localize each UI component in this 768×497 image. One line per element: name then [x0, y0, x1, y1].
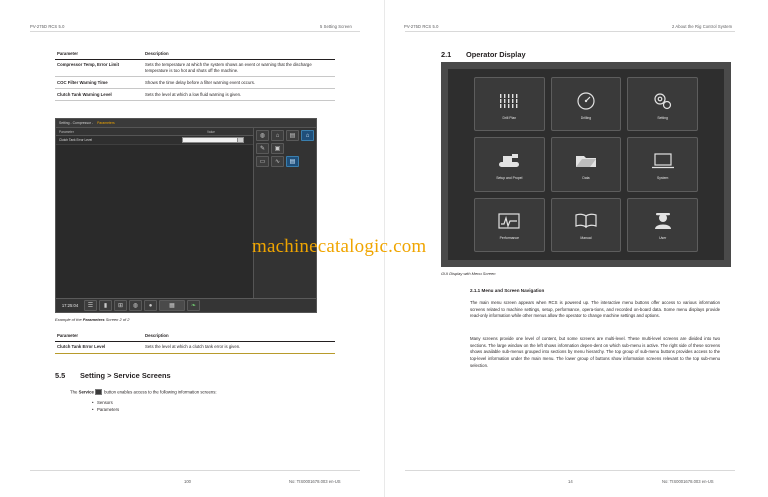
cell-parameter: Clutch Tank Warning Level [55, 89, 143, 101]
caption-prefix: Example of the [55, 317, 83, 322]
hmi-title-bar [56, 119, 316, 128]
hmi-side-button-panel [254, 128, 316, 312]
laptop-icon [651, 149, 675, 173]
intro-part-1: The [70, 389, 79, 395]
page-number-right: 14 [568, 479, 573, 484]
propel-icon [497, 149, 521, 173]
service-screens-list [88, 399, 119, 414]
gui-tile-manual[interactable] [551, 198, 622, 252]
lock-icon[interactable]: ▤ [286, 130, 299, 141]
hmi-screenshot-figure [55, 118, 317, 313]
service-button-icon [95, 389, 102, 395]
running-head-left-chapter: 5 Setting Screen [320, 24, 352, 29]
menu-icon[interactable]: ☰ [84, 300, 97, 311]
bell-icon[interactable]: ⌂ [271, 130, 284, 141]
service-intro-paragraph [70, 389, 300, 396]
cell-parameter: COC Filter Warning Time [55, 77, 143, 89]
heading-service-screens [55, 371, 171, 380]
hmi-column-headers [56, 128, 253, 136]
list-item: • Parameters [97, 406, 119, 413]
gui-tile-user[interactable] [627, 198, 698, 252]
table-row [55, 59, 335, 77]
intro-part-2: button enables access to the following information screens: [102, 389, 217, 395]
gui-tile-label: Data [582, 175, 590, 180]
table-header-parameter: Parameter [55, 48, 143, 59]
bar-icon[interactable]: ▮ [99, 300, 112, 311]
cell-description: Sets the level at which a clutch tank error is given. [143, 341, 335, 353]
document-icon[interactable]: ▤ [286, 156, 299, 167]
footer-rule-left [30, 470, 360, 471]
hmi-col-parameter: Parameter [59, 129, 74, 134]
caption-suffix: Screen 2 of 2 [104, 317, 130, 322]
heading-text: Operator Display [466, 50, 526, 59]
page-number-left: 100 [184, 479, 191, 484]
running-head-right-chapter: 2 About the Rig Control System [672, 24, 733, 29]
gui-tile-drill-plan[interactable] [474, 77, 545, 131]
parameter-table-top [55, 48, 335, 101]
hmi-col-value: Value [207, 129, 215, 134]
dot-icon[interactable]: ● [144, 300, 157, 311]
intro-bold: Service [78, 389, 94, 395]
drill-plan-icon [498, 89, 520, 113]
folder-icon [574, 149, 598, 173]
grid-icon[interactable]: ▦ [159, 300, 185, 311]
gui-display-figure [441, 62, 731, 267]
table-row [55, 89, 335, 101]
gear-icon [652, 89, 674, 113]
hmi-clock: 17:25:04 [61, 303, 79, 308]
table-row [55, 77, 335, 89]
table-row [55, 341, 335, 353]
chart-icon[interactable]: ⊞ [114, 300, 127, 311]
gui-tile-label: Setting [657, 115, 668, 120]
hmi-row-label: Clutch Tank Error Level [59, 138, 93, 142]
heading-number: 5.5 [55, 371, 66, 380]
gauge-icon[interactable]: ◍ [256, 130, 269, 141]
paragraph-multi-level-screens: Many screens provide one level of content, but some screens are multi-level. These multi-level screens are divided into two sections. The large window on the left shows information depen-dent on which sub-menu is active. The right side of these screens shows available sub-menus grouped into sections by menu hierarchy. The top group of sub-menu buttons provides access to the top-level information under the main menu. The lower group of buttons show information screens relevant to the top sub-menu selection. [470, 336, 720, 368]
gui-tile-system[interactable] [627, 137, 698, 191]
table-header-description: Description [143, 330, 335, 341]
running-head-right-product: PV-275D RCS 5.0 [404, 24, 439, 29]
figure-caption-gui: GUI Display with Menu Screen [441, 271, 496, 276]
wave-icon[interactable]: ∿ [271, 156, 284, 167]
gui-tile-setting[interactable] [627, 77, 698, 131]
home-icon[interactable]: ⌂ [301, 130, 314, 141]
caption-bold: Parameters [82, 317, 105, 322]
gui-tile-label: Manual [580, 236, 592, 241]
gui-tile-label: Drill Plan [502, 115, 517, 120]
hmi-parameter-row[interactable] [56, 136, 253, 145]
gui-tile-performance[interactable] [474, 198, 545, 252]
performance-icon [497, 209, 521, 233]
gauge-icon [576, 89, 596, 113]
hmi-footer-bar [56, 298, 316, 312]
document-number-left: No: TIS0001678.003 en-US [289, 479, 341, 484]
table-header-description: Description [143, 48, 335, 59]
gui-tile-drilling[interactable] [551, 77, 622, 131]
footer-rule-right [405, 470, 735, 471]
wrench-icon[interactable]: ✎ [256, 143, 269, 154]
gui-tile-label: System [657, 175, 669, 180]
resistor-icon[interactable]: ▭ [256, 156, 269, 167]
heading-number: 2.1 [441, 50, 452, 59]
gauge-icon[interactable]: ◍ [129, 300, 142, 311]
running-head-left-product: PV-275D RCS 5.0 [30, 24, 65, 29]
gui-tile-data[interactable] [551, 137, 622, 191]
cell-parameter: Compressor Temp, Error Limit [55, 59, 143, 77]
gui-tile-label: User [659, 236, 667, 241]
gui-tile-label: Performance [499, 236, 520, 241]
gui-tile-label: Drilling [580, 115, 592, 120]
gui-tile-label: Setup and Propel [496, 175, 523, 180]
cell-description: Sets the level at which a low fluid warning is given. [143, 89, 335, 101]
cell-parameter: Clutch Tank Error Level [55, 341, 143, 353]
hmi-title-active: Parameters [97, 121, 115, 125]
heading-operator-display [441, 50, 526, 59]
paragraph-menu-screen: The main menu screen appears when RCS is powered up. The interactive menu buttons offer access to various information screens related to machine settings, setup, performance, opera-tions, and recorded on-board data. Some menu displays provide read-only information while other menus allow the operator to change machine settings and options. [470, 300, 720, 319]
table-header-parameter: Parameter [55, 330, 143, 341]
gui-menu-screen [448, 69, 724, 260]
heading-menu-navigation: 2.1.1 Menu and Screen Navigation [470, 288, 545, 293]
parameter-table-bottom [55, 330, 335, 354]
heading-text: Setting > Service Screens [80, 371, 171, 380]
user-icon [652, 209, 674, 233]
header-rule-right [405, 31, 735, 32]
hmi-title-static: Setting - Compressor - [59, 121, 94, 125]
figure-caption-hmi [55, 317, 130, 322]
cell-description: Shows the time delay before a filter warning event occurs. [143, 77, 335, 89]
book-icon [574, 209, 598, 233]
watermark: machinecatalogic.com [252, 236, 427, 257]
cell-description: Sets the temperature at which the system shows an event or warning that the discharge temperature is too hot and shuts off the machine. [143, 59, 335, 77]
tool-icon[interactable]: ▣ [271, 143, 284, 154]
hmi-parameter-panel [56, 128, 254, 312]
hmi-value-input[interactable] [182, 137, 244, 143]
document-number-right: No: TIS0001678.003 en-US [662, 479, 714, 484]
header-rule-left [30, 31, 360, 32]
gui-tile-setup-and-propel[interactable] [474, 137, 545, 191]
list-item: • Sensors [97, 399, 119, 406]
leaf-icon[interactable]: ❧ [187, 300, 200, 311]
